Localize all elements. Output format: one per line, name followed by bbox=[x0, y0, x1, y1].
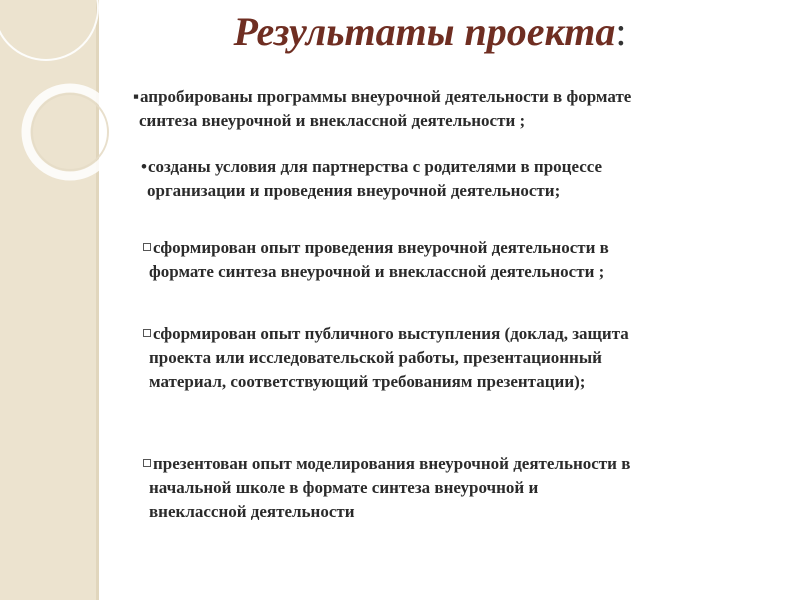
dot-bullet-icon: • bbox=[141, 157, 147, 176]
result-item-5-text-1: презентован опыт моделирования внеурочной деятельности в bbox=[153, 454, 631, 473]
result-item-3-text-1: сформирован опыт проведения внеурочной деятельности в bbox=[153, 238, 609, 257]
result-item-3 bbox=[143, 236, 743, 284]
slide-title-text: Результаты проекта bbox=[233, 9, 616, 54]
result-item-5-text-2: начальной школе в формате синтеза внеурочной и bbox=[149, 478, 539, 497]
result-item-3-text-2: формате синтеза внеурочной и внеклассной деятельности ; bbox=[149, 262, 605, 281]
result-item-1-line2 bbox=[133, 109, 733, 133]
box-bullet-icon bbox=[143, 329, 151, 337]
result-item-5-line2 bbox=[143, 476, 743, 500]
result-item-1-line1 bbox=[133, 85, 733, 109]
result-item-2-text-2: организации и проведения внеурочной деятельности; bbox=[147, 181, 561, 200]
result-item-3-line1 bbox=[143, 236, 743, 260]
result-item-5-line3 bbox=[143, 500, 743, 524]
result-item-4-text-2: проекта или исследовательской работы, презентационный bbox=[149, 348, 602, 367]
result-item-1-text-2: синтеза внеурочной и внеклассной деятельности ; bbox=[139, 111, 526, 130]
result-item-4-text-1: сформирован опыт публичного выступления (доклад, защита bbox=[153, 324, 629, 343]
box-bullet-icon bbox=[143, 459, 151, 467]
result-item-5-line1 bbox=[143, 452, 743, 476]
result-item-1-text-1: апробированы программы внеурочной деятельности в формате bbox=[140, 87, 632, 106]
result-item-4-text-3: материал, соответствующий требованиям презентации); bbox=[149, 372, 586, 391]
result-item-1 bbox=[133, 85, 733, 133]
square-bullet-icon: ▪ bbox=[133, 87, 140, 106]
slide-title bbox=[0, 8, 800, 55]
result-item-5 bbox=[143, 452, 743, 524]
result-item-4-line1 bbox=[143, 322, 743, 346]
result-item-4-line3 bbox=[143, 370, 743, 394]
box-bullet-icon bbox=[143, 243, 151, 251]
result-item-2-line2 bbox=[141, 179, 750, 203]
result-item-3-line2 bbox=[143, 260, 743, 284]
result-item-5-text-3: внеклассной деятельности bbox=[149, 502, 355, 521]
result-item-2-line1 bbox=[141, 155, 750, 179]
result-item-4-line2 bbox=[143, 346, 743, 370]
result-item-2-text-1: созданы условия для партнерства с родителями в процессе bbox=[147, 157, 603, 176]
result-item-2 bbox=[141, 155, 750, 203]
slide-title-colon: : bbox=[615, 9, 627, 54]
result-item-4 bbox=[143, 322, 743, 394]
